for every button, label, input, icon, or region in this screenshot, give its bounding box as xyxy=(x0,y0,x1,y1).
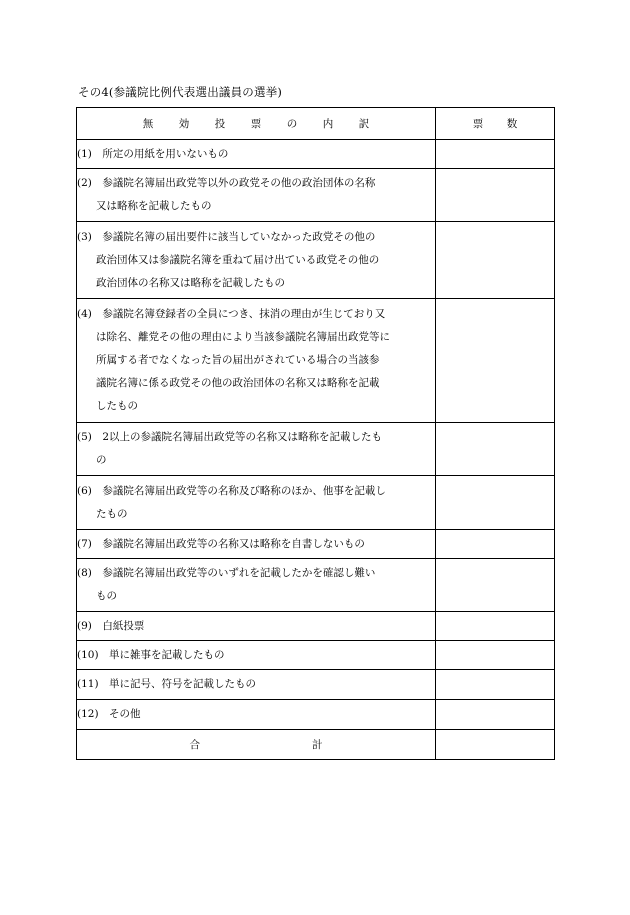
header-char: 票 xyxy=(472,118,484,130)
vote-count-cell[interactable] xyxy=(436,222,555,299)
row-description xyxy=(77,641,436,670)
vote-count-cell[interactable] xyxy=(436,530,555,559)
vote-count-cell[interactable] xyxy=(436,140,555,169)
row-text-line: もの xyxy=(96,590,117,602)
header-char: 効 xyxy=(178,118,190,130)
row-description xyxy=(77,476,436,530)
row-text-line: (7) 参議院名簿届出政党等の名称又は略称を自書しないもの xyxy=(77,537,365,550)
header-vote-count xyxy=(436,108,555,140)
table-row xyxy=(77,423,555,476)
row-description xyxy=(77,299,436,423)
vote-count-cell[interactable] xyxy=(436,612,555,641)
vote-count-cell[interactable] xyxy=(436,559,555,612)
table-header-row xyxy=(77,108,555,140)
row-text-line: は除名、離党その他の理由により当該参議院名簿届出政党等に xyxy=(96,331,390,343)
table-row xyxy=(77,641,555,670)
form-caption: その4(参議院比例代表選出議員の選挙) xyxy=(78,85,283,99)
table-row xyxy=(77,299,555,423)
header-char: 投 xyxy=(214,118,226,130)
table-row xyxy=(77,476,555,530)
row-description xyxy=(77,612,436,641)
vote-count-cell[interactable] xyxy=(436,169,555,222)
row-text-line: (8) 参議院名簿届出政党等のいずれを記載したかを確認し難い xyxy=(77,567,376,579)
header-char: 内 xyxy=(322,118,334,130)
row-text-line: 政治団体の名称又は略称を記載したもの xyxy=(96,276,285,289)
total-char: 合 xyxy=(189,739,200,751)
vote-count-cell[interactable] xyxy=(436,700,555,730)
total-count-cell[interactable] xyxy=(436,730,555,760)
table-row xyxy=(77,612,555,641)
row-text-line: 又は略称を記載したもの xyxy=(96,200,212,212)
header-char: 数 xyxy=(506,118,518,130)
row-text-line: (4) 参議院名簿登録者の全員につき、抹消の理由が生じており又 xyxy=(77,308,386,320)
invalid-votes-table xyxy=(76,107,555,760)
vote-count-cell[interactable] xyxy=(436,476,555,530)
row-text-line: の xyxy=(96,454,107,466)
row-description xyxy=(77,169,436,222)
total-row xyxy=(77,730,555,760)
row-text-line: 議院名簿に係る政党その他の政治団体の名称又は略称を記載 xyxy=(96,377,380,389)
row-text-line: 政治団体又は参議院名簿を重ねて届け出ている政党その他の xyxy=(96,253,380,266)
row-text-line: (11) 単に記号、符号を記載したもの xyxy=(77,678,257,690)
total-char: 計 xyxy=(312,739,323,751)
row-text-line: (1) 所定の用紙を用いないもの xyxy=(77,147,229,160)
table-row xyxy=(77,530,555,559)
table-row xyxy=(77,140,555,169)
row-text-line: (6) 参議院名簿届出政党等の名称及び略称のほか、他事を記載し xyxy=(77,484,386,497)
row-text-line: (2) 参議院名簿届出政党等以外の政党その他の政治団体の名称 xyxy=(77,177,376,189)
row-description xyxy=(77,559,436,612)
total-label xyxy=(77,730,436,760)
row-text-line: たもの xyxy=(96,507,128,520)
vote-count-cell[interactable] xyxy=(436,299,555,423)
table-row xyxy=(77,670,555,700)
row-text-line: 所属する者でなくなった旨の届出がされている場合の当該参 xyxy=(96,354,380,366)
row-description xyxy=(77,222,436,299)
row-text-line: (12) その他 xyxy=(77,708,141,720)
row-description xyxy=(77,530,436,559)
row-description xyxy=(77,670,436,700)
vote-count-cell[interactable] xyxy=(436,641,555,670)
row-text-line: したもの xyxy=(96,400,138,412)
row-text-line: (5) 2以上の参議院名簿届出政党等の名称又は略称を記載したも xyxy=(77,431,383,443)
table-row xyxy=(77,559,555,612)
header-char: 票 xyxy=(250,118,262,130)
table-row xyxy=(77,169,555,222)
row-text-line: (9) 白紙投票 xyxy=(77,619,145,632)
header-char: 訳 xyxy=(358,118,370,130)
table-row xyxy=(77,222,555,299)
table-row xyxy=(77,700,555,730)
vote-count-cell[interactable] xyxy=(436,670,555,700)
row-description xyxy=(77,423,436,476)
vote-count-cell[interactable] xyxy=(436,423,555,476)
row-description xyxy=(77,700,436,730)
header-invalid-vote-breakdown xyxy=(77,108,436,140)
header-char: 無 xyxy=(142,118,154,130)
row-description xyxy=(77,140,436,169)
row-text-line: (10) 単に雑事を記載したもの xyxy=(77,648,225,661)
row-text-line: (3) 参議院名簿の届出要件に該当していなかった政党その他の xyxy=(77,230,376,243)
header-char: の xyxy=(286,118,298,130)
